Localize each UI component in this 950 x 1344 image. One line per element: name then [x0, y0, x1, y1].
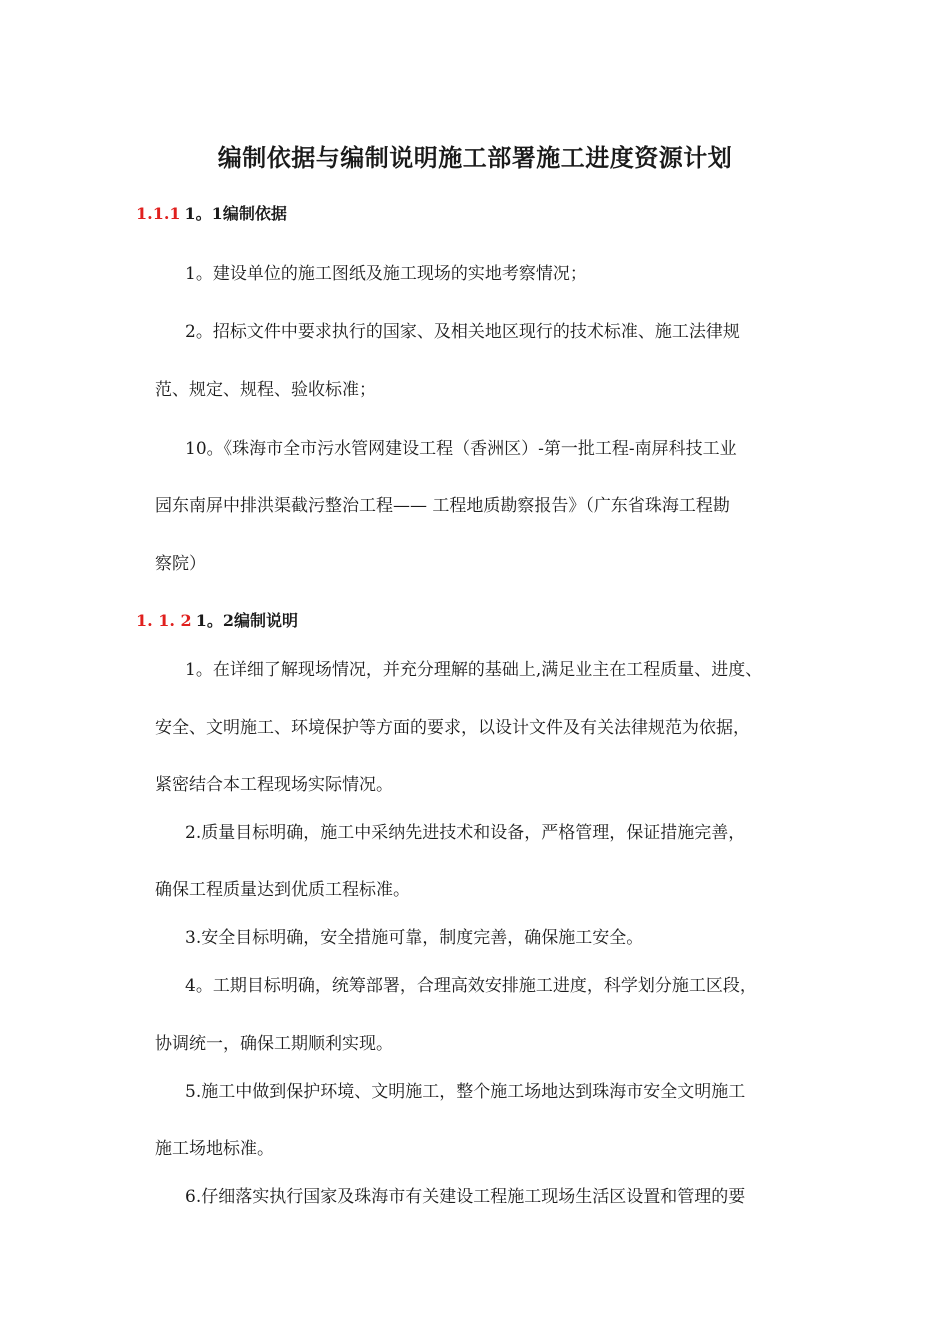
paragraph-line: 2。招标文件中要求执行的国家、及相关地区现行的技术标准、施工法律规	[185, 322, 740, 342]
section-heading-text: 1。2编制说明	[195, 611, 298, 630]
section-heading-1-1-2	[136, 609, 298, 633]
paragraph-line: 紧密结合本工程现场实际情况。	[155, 775, 393, 795]
section-heading-1-1-1	[136, 202, 287, 226]
paragraph-line: 施工场地标准。	[155, 1139, 274, 1159]
paragraph-line: 10。《珠海市全市污水管网建设工程（香洲区）-第一批工程-南屏科技工业	[185, 439, 737, 459]
section-number: 1. 1. 2	[136, 611, 192, 630]
paragraph-line: 3.安全目标明确，安全措施可靠，制度完善，确保施工安全。	[185, 928, 644, 948]
paragraph-line: 安全、文明施工、环境保护等方面的要求，以设计文件及有关法律规范为依据，	[155, 718, 750, 738]
paragraph-line: 协调统一，确保工期顺利实现。	[155, 1034, 393, 1054]
paragraph-line: 2.质量目标明确，施工中采纳先进技术和设备，严格管理，保证措施完善，	[185, 823, 746, 843]
section-number: 1.1.1	[136, 204, 181, 223]
paragraph-line: 4。工期目标明确，统筹部署，合理高效安排施工进度，科学划分施工区段，	[185, 976, 757, 996]
paragraph-line: 1。在详细了解现场情况，并充分理解的基础上,满足业主在工程质量、进度、	[185, 660, 763, 680]
paragraph-line: 范、规定、规程、验收标准；	[155, 380, 376, 400]
section-heading-text: 1。1编制依据	[184, 204, 287, 223]
paragraph-line: 1。建设单位的施工图纸及施工现场的实地考察情况；	[185, 264, 587, 284]
paragraph-line: 6.仔细落实执行国家及珠海市有关建设工程施工现场生活区设置和管理的要	[185, 1187, 746, 1207]
paragraph-line: 确保工程质量达到优质工程标准。	[155, 880, 410, 900]
page-title: 编制依据与编制说明施工部署施工进度资源计划	[217, 143, 733, 172]
paragraph-line: 5.施工中做到保护环境、文明施工，整个施工场地达到珠海市安全文明施工	[185, 1082, 746, 1102]
paragraph-line: 察院）	[155, 554, 206, 574]
paragraph-line: 园东南屏中排洪渠截污整治工程—— 工程地质勘察报告》（广东省珠海工程勘	[155, 496, 730, 516]
